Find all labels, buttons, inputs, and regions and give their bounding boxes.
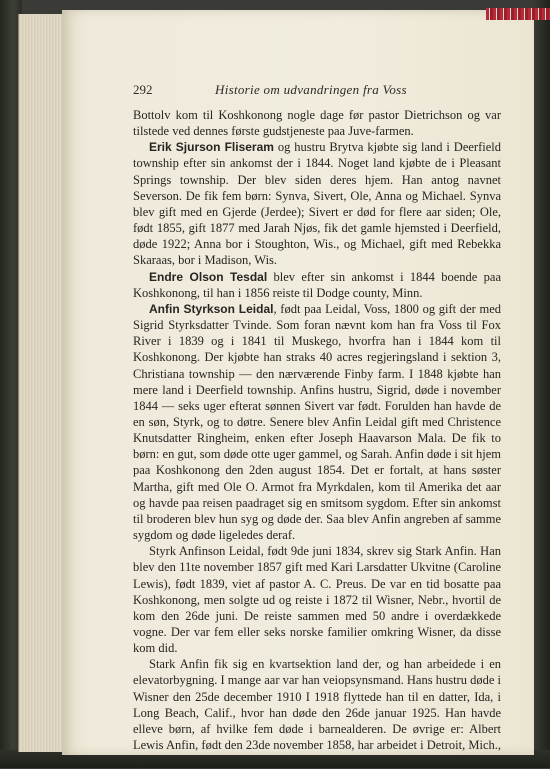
person-name: Endre Olson Tesdal [149, 269, 268, 284]
page-header [133, 82, 493, 98]
running-title: Historie om udvandringen fra Voss [215, 82, 407, 97]
paragraph-6: Stark Anfin fik sig en kvartsektion land der, og han arbeidede i en elevatorbygning. I mange aar var han veiopsynsmand. Hans hustru døde i Wisner den 25de december 1910 I 1918 flyttede han til en datter, Ida, i Long Beach, Calif., hvor han døde den 26de januar 1925. Han havde elleve børn, af hvilke fem døde i barnealderen. De øvrige er: Albert Lewis Anfin, født den 23de november 1858, har arbeidet i Detroit, Mich., en [133, 657, 501, 769]
paragraph-4: Anfin Styrkson Leidal, født paa Leidal, Voss, 1800 og gift der med Sigrid Styrksdatter Tvinde. Som foran nævnt kom han fra Voss til Fox River i 1839 og i 1841 til Muskego, hvorfra han i 1844 kom til Koshkonong. Der kjøbte han straks 40 acres regjeringsland i sektion 3, Christiana township — den nærværende Finby farm. I 1848 kjøbte han mere land i Deerfield township. Anfins hustru, Sigrid, døde i november 1844 — seks uger efterat sønnen Sivert var født. Forulden han havde de en søn, Styrk, og to døtre. Senere blev Anfin Leidal gift med Christence Knutsdatter Ringheim, enken efter Joseph Haavarson Mala. De fik to børn: en gut, som døde otte uger gammel, og Sarah. Anfin døde i sit hjem paa Koshkonong den 2den august 1854. Det er fortalt, at hans søster Martha, gift med Ole O. Armot fra Myrkdalen, kom til Amerika det aar og havde paa reisen paadraget sig en smitsom sygdom. Efter sin ankomst til broderen blev hun syg og døde der. Saa blev Anfin angreben af samme sygdom og døde ligeledes deraf. [133, 301, 501, 543]
body-text [133, 107, 501, 769]
bookmark-ribbon [486, 8, 550, 20]
paragraph-3: Endre Olson Tesdal blev efter sin ankomst i 1844 boende paa Koshkonong, til han i 1856 reiste til Dodge county, Minn. [133, 269, 501, 300]
person-name: Erik Sjurson Fliseram [149, 140, 274, 155]
person-name: Anfin Styrkson Leidal [149, 301, 274, 316]
paragraph-2: Erik Sjurson Fliseram og hustru Brytva kjøbte sig land i Deerfield township efter sin ankomst der i 1844. Noget land kjøbte de i Pleasant Springs township. Der blev siden deres hjem. Han antog navnet Severson. De fik fem børn: Synva, Sivert, Ole, Anna og Michael. Synva blev gift med en Gjerde (Jerdee); Sivert er død for flere aar siden; Ole, født 1855, gift 1877 med Jarah Njøs, fik det gamle hjemsted i Deerfield, døde 1922; Anna bor i Stoughton, Wis., og Michael, gift med Rebekka Skaraas, bor i Madison, Wis. [133, 140, 501, 268]
page-number: 292 [133, 82, 153, 97]
paragraph-1: Bottolv kom til Koshkonong nogle dage før pastor Dietrichson og var tilstede ved dennes første gudstjeneste paa Juve-farmen. [133, 108, 501, 139]
book-cover-right [532, 0, 550, 768]
paragraph-5: Styrk Anfinson Leidal, født 9de juni 1834, skrev sig Stark Anfin. Han blev den 11te november 1857 gift med Kari Larsdatter Ukvitne (Caroline Lewis), født 1839, viet af pastor A. C. Preus. De var en tid bosatte paa Koshkonong, men solgte ud og reiste i 1872 til Wisner, Nebr., hvortil de kom den 26de juni. De reiste sammen med 50 andre i overdækkede vogne. Der var fem eller seks norske familier omkring Wisner, da disse kom did. [133, 544, 501, 656]
